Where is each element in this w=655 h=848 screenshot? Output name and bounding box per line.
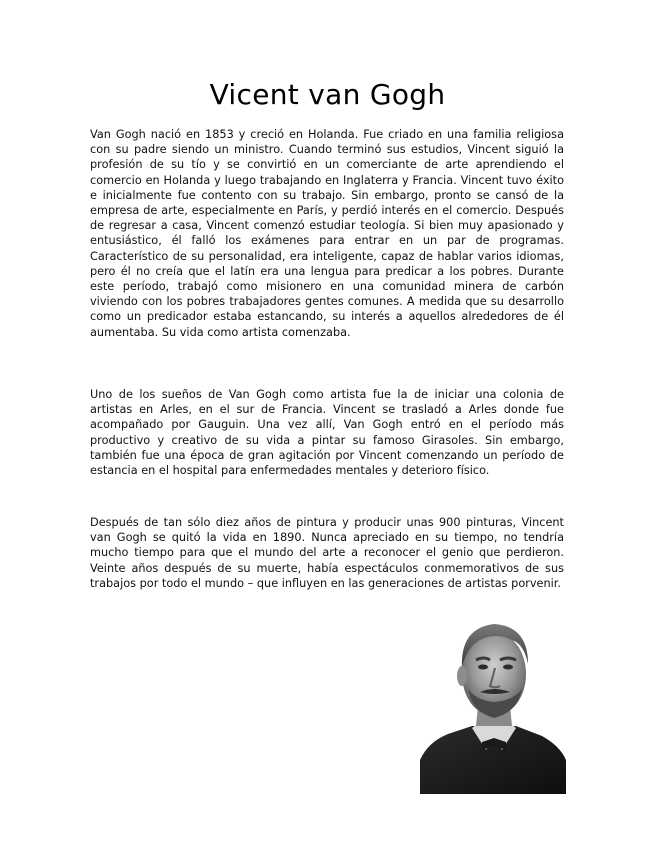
portrait-photo-icon [420,610,566,794]
paragraph-early-life: Van Gogh nació en 1853 y creció en Holanda. Fue criado en una familia religiosa con su padre siendo un ministro. Cuando terminó sus estudios, Vincent siguió la profesión de su tío y se convirtió en un comerciante de arte aprendiendo el comercio en Holanda y luego trabajando en Inglaterra y Francia. Vincent tuvo éxito e inicialmente fue contento con su trabajo. Sin embargo, pronto se cansó de la empresa de arte, especialmente en París, y perdió interés en el comercio. Después de regresar a casa, Vincent comenzó estudiar teología. Si bien muy apasionado y entusiástico, él falló los exámenes para entrar en un par de programas. Característico de su personalidad, era inteligente, capaz de hablar varios idiomas, pero él no creía que el latín era una lengua para predicar a los pobres. Durante este período, trabajó como misionero en una comunidad minera de carbón viviendo con los pobres trabajadores gentes comunes. A medida que su desarrollo como un predicador estaba estancando, su interés a aquellos alrededores de él aumentaba. Su vida como artista comenzaba. [90,128,564,339]
paragraph-legacy: Después de tan sólo diez años de pintura y producir unas 900 pinturas, Vincent van Gogh se quitó la vida en 1890. Nunca apreciado en su tiempo, no tendría mucho tiempo para que el mundo del arte a reconocer el genio que perdieron. Veinte años después de su muerte, había espectáculos conmemorativos de sus trabajos por todo el mundo – que influyen en las generaciones de artistas porvenir. [90,516,564,590]
page-title: Vicent van Gogh [209,78,446,111]
paragraph-arles: Uno de los sueños de Van Gogh como artista fue la de iniciar una colonia de artistas en Arles, en el sur de Francia. Vincent se trasladó a Arles donde fue acompañado por Gauguin. Una vez allí, Van Gogh entró en el período más productivo y creativo de su vida a pintar su famoso Girasoles. Sin embargo, también fue una época de gran agitación por Vincent comenzando un período de estancia en el hospital para enfermedades mentales y deterioro físico. [90,388,564,478]
